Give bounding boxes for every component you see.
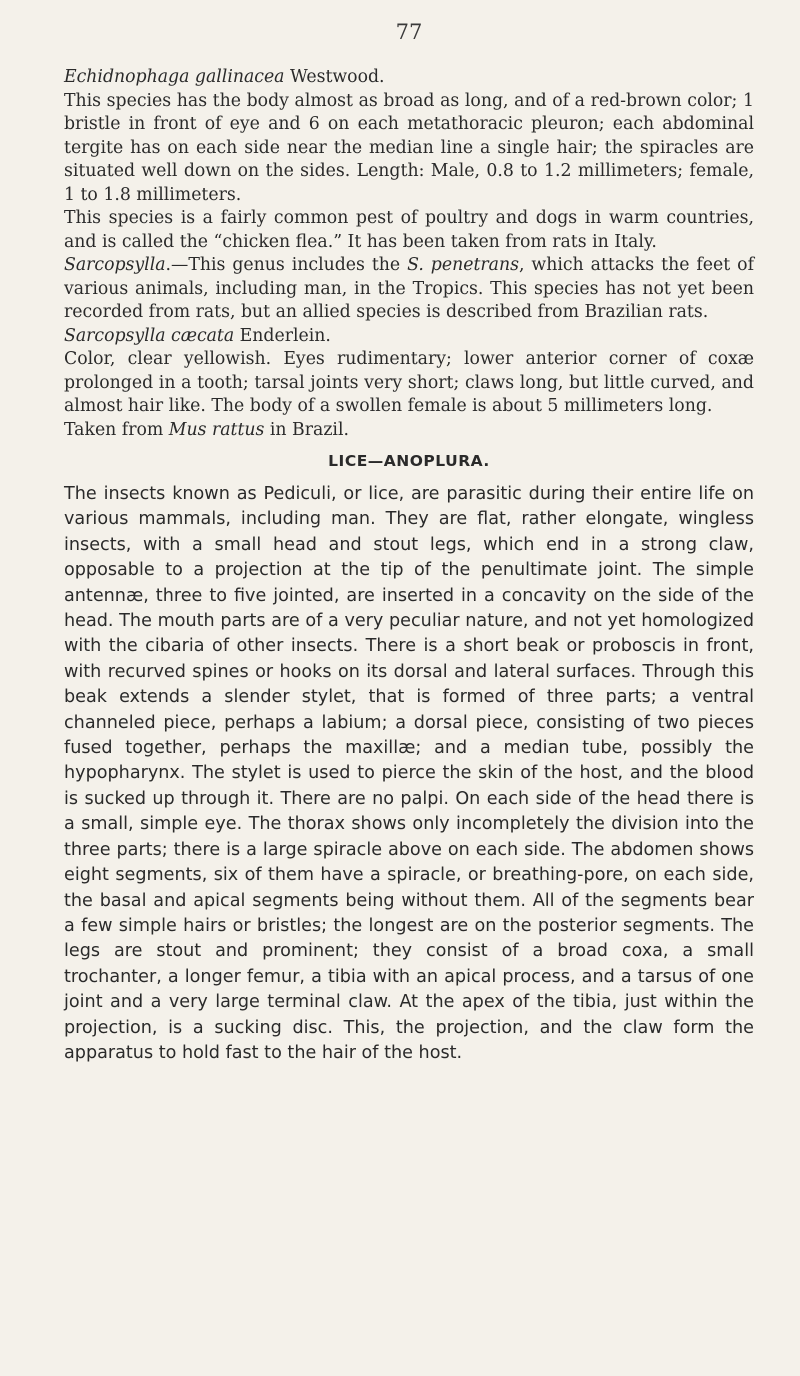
caecata-description: Color, clear yellowish. Eyes rudimentary; lower anterior corner of coxæ prolonged in a tooth; tarsal joints very short; claws long, but little curved, and almost hair like. The body of a swollen female is about 5 millimeters long. bbox=[64, 349, 754, 416]
species-name-echidnophaga: Echidnophaga gallinacea bbox=[64, 67, 285, 87]
host-suffix: in Brazil. bbox=[264, 419, 349, 440]
species-ref-penetrans: S. penetrans bbox=[407, 255, 519, 275]
echidnophaga-heading bbox=[64, 66, 754, 90]
sarcopsylla-caecata-heading bbox=[64, 325, 754, 349]
species-author-caecata: Enderlein. bbox=[234, 325, 331, 346]
echidnophaga-note: This species is a fairly common pest of poultry and dogs in warm countries, and is called the “chicken flea.” It has been taken from rats in Italy. bbox=[64, 208, 754, 252]
host-name: Mus rattus bbox=[168, 419, 265, 440]
echidnophaga-description: This species has the body almost as broad as long, and of a red-brown color; 1 bristle in front of eye and 6 on each metathoracic pleuron; each abdominal tergite has on each side near the median line a single hair; the spiracles are situated well down on the sides. Length: Male, 0.8 to 1.2 millimeters; female, 1 to 1.8 millimeters. bbox=[64, 90, 754, 205]
page-number: 77 bbox=[395, 20, 423, 44]
genus-text: , which attacks the feet of various animals, including man, in the Tropics. This species has not yet been recorded from rats, but an allied species is described from Brazilian rats. bbox=[64, 255, 754, 322]
sarcopsylla-genus-paragraph bbox=[64, 254, 754, 325]
section-heading-lice: LICE—ANOPLURA. bbox=[328, 452, 490, 470]
genus-name-sarcopsylla: Sarcopsylla bbox=[64, 255, 166, 275]
lice-body-text: The insects known as Pediculi, or lice, are parasitic during their entire life on various mammals, including man. They are flat, rather elongate, wingless insects, with a small head and stout legs, which end in a strong claw, opposable to a projection at the tip of the penultimate joint. The simple antennæ, three to five jointed, are inserted in a concavity on the side of the head. The mouth parts are of a very peculiar nature, and not yet homologized with the cibaria of other insects. There is a short beak or proboscis in front, with recurved spines or hooks on its dorsal and lateral surfaces. Through this beak extends a slender stylet, that is formed of three parts; a ventral channeled piece, perhaps a labium; a dorsal piece, consisting of two pieces fused together, perhaps the maxillæ; and a median tube, possibly the hypopharynx. The stylet is used to pierce the skin of the host, and the blood is sucked up through it. There are no palpi. On each side of the head there is a small, simple eye. The thorax shows only incompletely the division into the three parts; there is a large spiracle above on each side. The abdomen shows eight segments, six of them have a spiracle, or breathing-pore, on each side, the basal and apical segments being without them. All of the segments bear a few simple hairs or bristles; the longest are on the posterior segments. The legs are stout and prominent; they consist of a broad coxa, a small trochanter, a longer femur, a tibia with an apical process, and a tarsus of one joint and a very large terminal claw. At the apex of the tibia, just within the projection, is a sucking disc. This, the projection, and the claw form the apparatus to hold fast to the hair of the host. bbox=[64, 484, 754, 1063]
document-page bbox=[64, 20, 754, 1066]
host-prefix: Taken from bbox=[64, 419, 169, 440]
species-author-echidnophaga: Westwood. bbox=[284, 67, 385, 87]
species-name-caecata: Sarcopsylla cæcata bbox=[64, 325, 235, 346]
caecata-host bbox=[64, 419, 754, 443]
genus-sep: .—This genus includes the bbox=[165, 255, 408, 275]
